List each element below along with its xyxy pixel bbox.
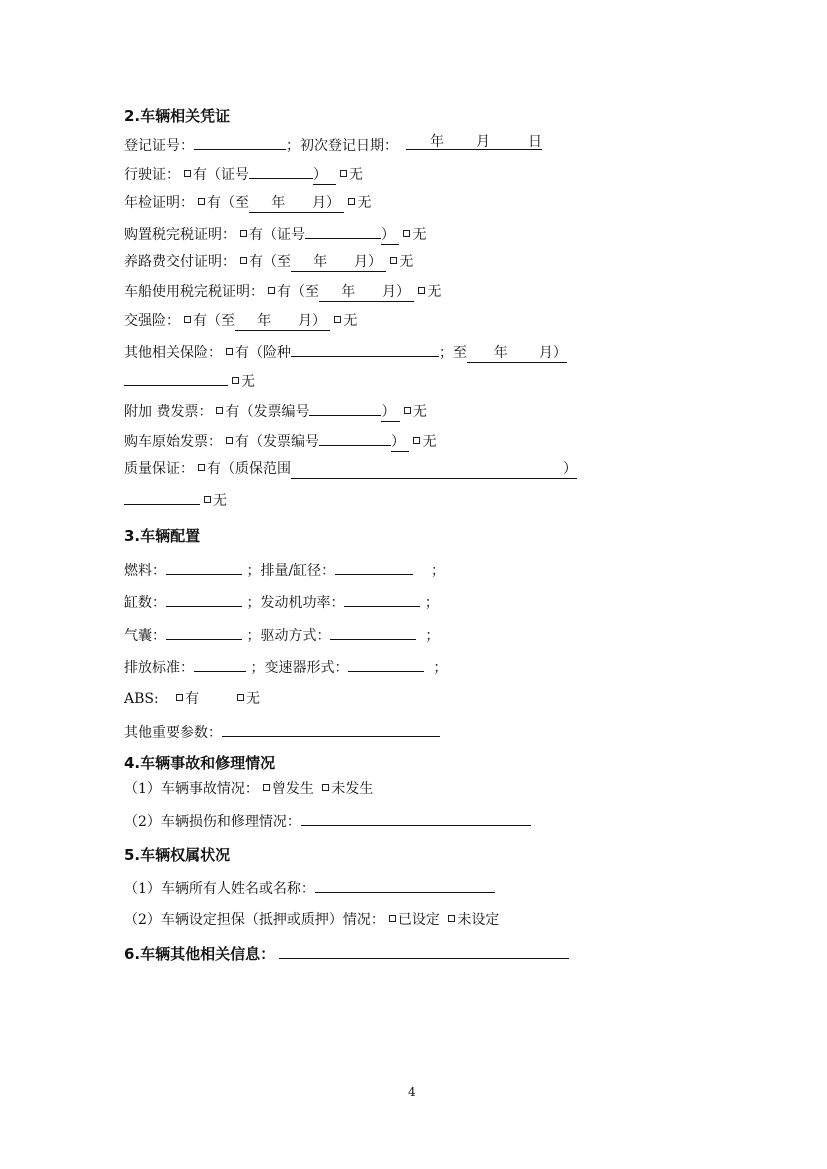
checkbox-surcharge-has[interactable] [216, 407, 223, 414]
checkbox-road-fee-none[interactable] [390, 257, 397, 264]
ins-type-open-label: （险种 [249, 345, 291, 361]
has-label: 有 [249, 254, 263, 270]
checkbox-abs-has[interactable] [176, 694, 183, 701]
purchase-tax-label: 购置税完税证明： [124, 227, 236, 243]
owner-field[interactable] [315, 878, 495, 893]
close-paren: ） [391, 433, 409, 452]
damage-row [124, 811, 531, 829]
checkbox-guarantee-set[interactable] [389, 915, 396, 922]
warranty-extra-field[interactable] [124, 490, 200, 505]
vessel-tax-date-field[interactable]: 年 月） [319, 283, 414, 302]
compulsory-ins-label: 交强险： [124, 313, 180, 329]
engine-power-label: ；发动机功率： [246, 595, 345, 611]
semicolon: ； [425, 628, 440, 644]
section-3-title: 3.车辆配置 [124, 527, 201, 545]
section-6-row [124, 944, 569, 962]
drive-field[interactable] [330, 625, 416, 640]
other-insurance-row [124, 342, 567, 360]
none-label: 无 [357, 195, 372, 211]
to-open-label: （至 [207, 313, 235, 329]
fuel-label: 燃料： [124, 563, 166, 579]
reg-cert-label: 登记证号： [124, 138, 194, 154]
invoice-open-label: （发票编号 [239, 404, 310, 420]
has-label: 有 [235, 345, 249, 361]
has-label: 有 [277, 284, 291, 300]
checkbox-other-ins-none[interactable] [232, 377, 239, 384]
owner-row [124, 878, 495, 896]
gearbox-field[interactable] [348, 657, 424, 672]
original-invoice-label: 购车原始发票： [124, 434, 222, 450]
other-params-label: 其他重要参数： [124, 725, 222, 741]
checkbox-surcharge-none[interactable] [404, 407, 411, 414]
cylinders-field[interactable] [166, 592, 242, 607]
none-label: 无 [412, 404, 427, 420]
vessel-tax-row [124, 283, 441, 301]
warranty-label: 质量保证： [124, 461, 194, 477]
section-5-title: 5.车辆权属状况 [124, 846, 231, 864]
checkbox-warranty-has[interactable] [198, 464, 205, 471]
month-label: 月 [476, 134, 490, 150]
close-paren: ） [381, 226, 399, 245]
abs-has-label: 有 [185, 691, 200, 707]
guarantee-label: （2）车辆设定担保（抵押或质押）情况： [124, 912, 385, 928]
gearbox-label: ；变速器形式： [250, 660, 349, 676]
year-label: 年 [430, 134, 444, 150]
cert-open-label: （证号 [207, 167, 249, 183]
checkbox-road-fee-has[interactable] [240, 257, 247, 264]
none-label: 无 [399, 254, 414, 270]
surcharge-invoice-label: 附加 费发票： [124, 404, 213, 420]
other-insurance-row-2 [124, 371, 255, 389]
to-open-label: （至 [263, 254, 291, 270]
has-label: 有 [235, 434, 249, 450]
guarantee-row [124, 911, 499, 929]
checkbox-compulsory-ins-has[interactable] [184, 316, 191, 323]
other-params-field[interactable] [222, 722, 440, 737]
checkbox-vessel-tax-has[interactable] [268, 287, 275, 294]
inspection-row [124, 194, 371, 212]
cylinders-label: 缸数： [124, 595, 166, 611]
invoice-open-label: （发票编号 [249, 434, 319, 450]
purchase-tax-number-field[interactable] [305, 224, 381, 239]
surcharge-invoice-row [124, 401, 427, 419]
inspection-date-field[interactable]: 年 月） [249, 194, 344, 213]
other-info-field[interactable] [279, 944, 569, 959]
airbag-row [124, 625, 439, 643]
checkbox-original-invoice-has[interactable] [226, 437, 233, 444]
surcharge-invoice-number-field[interactable] [309, 401, 381, 416]
other-ins-label: 其他相关保险： [124, 345, 222, 361]
warranty-row-2 [124, 490, 227, 508]
original-invoice-number-field[interactable] [319, 431, 391, 446]
abs-label: ABS: [124, 691, 159, 707]
first-reg-date-field[interactable] [406, 135, 542, 150]
page-number: 4 [408, 1085, 416, 1099]
driving-license-row [124, 164, 363, 182]
purchase-tax-row [124, 224, 426, 242]
cert-open-label: （证号 [263, 227, 305, 243]
first-reg-label: ；初次登记日期： [286, 138, 398, 154]
has-label: 有 [207, 195, 221, 211]
abs-none-label: 无 [246, 691, 261, 707]
fuel-field[interactable] [166, 560, 242, 575]
road-fee-row [124, 253, 413, 271]
checkbox-license-none[interactable] [340, 170, 347, 177]
owner-label: （1）车辆所有人姓名或名称： [124, 881, 315, 897]
emission-field[interactable] [194, 657, 246, 672]
warranty-open-label: （质保范围 [221, 461, 291, 477]
registration-row [124, 135, 542, 153]
displacement-field[interactable] [335, 560, 413, 575]
road-fee-date-field[interactable]: 年 月） [291, 253, 386, 272]
set-label: 已设定 [397, 912, 440, 928]
checkbox-purchase-tax-none[interactable] [403, 230, 410, 237]
has-label: 有 [225, 404, 240, 420]
insurance-type-field[interactable] [291, 342, 439, 357]
checkbox-vessel-tax-none[interactable] [418, 287, 425, 294]
checkbox-inspection-none[interactable] [348, 198, 355, 205]
original-invoice-row [124, 431, 436, 449]
close-paren: ） [381, 403, 399, 422]
none-label: 无 [412, 227, 427, 243]
license-number-field[interactable] [249, 164, 313, 179]
semicolon: ； [433, 660, 448, 676]
checkbox-compulsory-ins-none[interactable] [334, 316, 341, 323]
day-label: 日 [528, 134, 542, 150]
none-label: 无 [241, 374, 255, 390]
has-label: 有 [193, 167, 207, 183]
inspection-label: 年检证明： [124, 195, 194, 211]
warranty-row [124, 460, 577, 478]
other-ins-extra-field[interactable] [124, 371, 228, 386]
none-label: 无 [343, 313, 358, 329]
reg-cert-field[interactable] [194, 135, 286, 150]
accident-label: （1）车辆事故情况： [124, 781, 259, 797]
not-set-label: 未设定 [457, 912, 500, 928]
engine-power-field[interactable] [344, 592, 420, 607]
compulsory-ins-date-field[interactable]: 年 月） [235, 312, 330, 331]
occurred-label: 曾发生 [271, 781, 314, 797]
displacement-label: ；排量/缸径： [246, 563, 336, 579]
checkbox-accident-not-occurred[interactable] [322, 784, 329, 791]
drive-label: ；驱动方式： [246, 628, 331, 644]
airbag-label: 气囊： [124, 628, 166, 644]
none-label: 无 [348, 167, 363, 183]
emission-label: 排放标准： [124, 660, 194, 676]
has-label: 有 [193, 313, 207, 329]
fuel-row [124, 560, 445, 578]
compulsory-insurance-row [124, 312, 357, 330]
warranty-scope-field[interactable]: ） [291, 460, 577, 479]
road-fee-label: 养路费交付证明： [124, 254, 236, 270]
has-label: 有 [207, 461, 221, 477]
checkbox-original-invoice-none[interactable] [413, 437, 420, 444]
checkbox-accident-occurred[interactable] [263, 784, 270, 791]
semicolon: ； [430, 563, 445, 579]
emission-row [124, 657, 447, 675]
damage-label: （2）车辆损伤和修理情况： [124, 814, 301, 830]
checkbox-inspection-has[interactable] [198, 198, 205, 205]
none-label: 无 [427, 284, 442, 300]
section-6-title: 6.车辆其他相关信息： [124, 945, 276, 963]
checkbox-license-has[interactable] [184, 170, 191, 177]
checkbox-guarantee-not-set[interactable] [448, 915, 455, 922]
checkbox-purchase-tax-has[interactable] [240, 230, 247, 237]
checkbox-abs-none[interactable] [237, 694, 244, 701]
close-paren: ） [313, 166, 336, 185]
accident-row [124, 780, 373, 798]
semicolon: ； [424, 595, 439, 611]
to-open-label: （至 [291, 284, 319, 300]
damage-field[interactable] [301, 811, 531, 826]
ins-to-label: ；至 [439, 345, 467, 361]
none-label: 无 [422, 434, 437, 450]
not-occurred-label: 未发生 [331, 781, 374, 797]
checkbox-warranty-none[interactable] [204, 496, 211, 503]
abs-row [124, 690, 260, 708]
vessel-tax-label: 车船使用税完税证明： [124, 284, 264, 300]
to-open-label: （至 [221, 195, 249, 211]
section-4-title: 4.车辆事故和修理情况 [124, 754, 276, 772]
checkbox-other-ins-has[interactable] [226, 348, 233, 355]
has-label: 有 [249, 227, 263, 243]
section-2-title: 2.车辆相关凭证 [124, 107, 231, 125]
other-ins-date-field[interactable]: 年 月） [467, 344, 567, 363]
cylinders-row [124, 592, 439, 610]
license-label: 行驶证： [124, 167, 180, 183]
airbag-field[interactable] [166, 625, 242, 640]
other-params-row [124, 722, 440, 740]
none-label: 无 [213, 493, 227, 509]
